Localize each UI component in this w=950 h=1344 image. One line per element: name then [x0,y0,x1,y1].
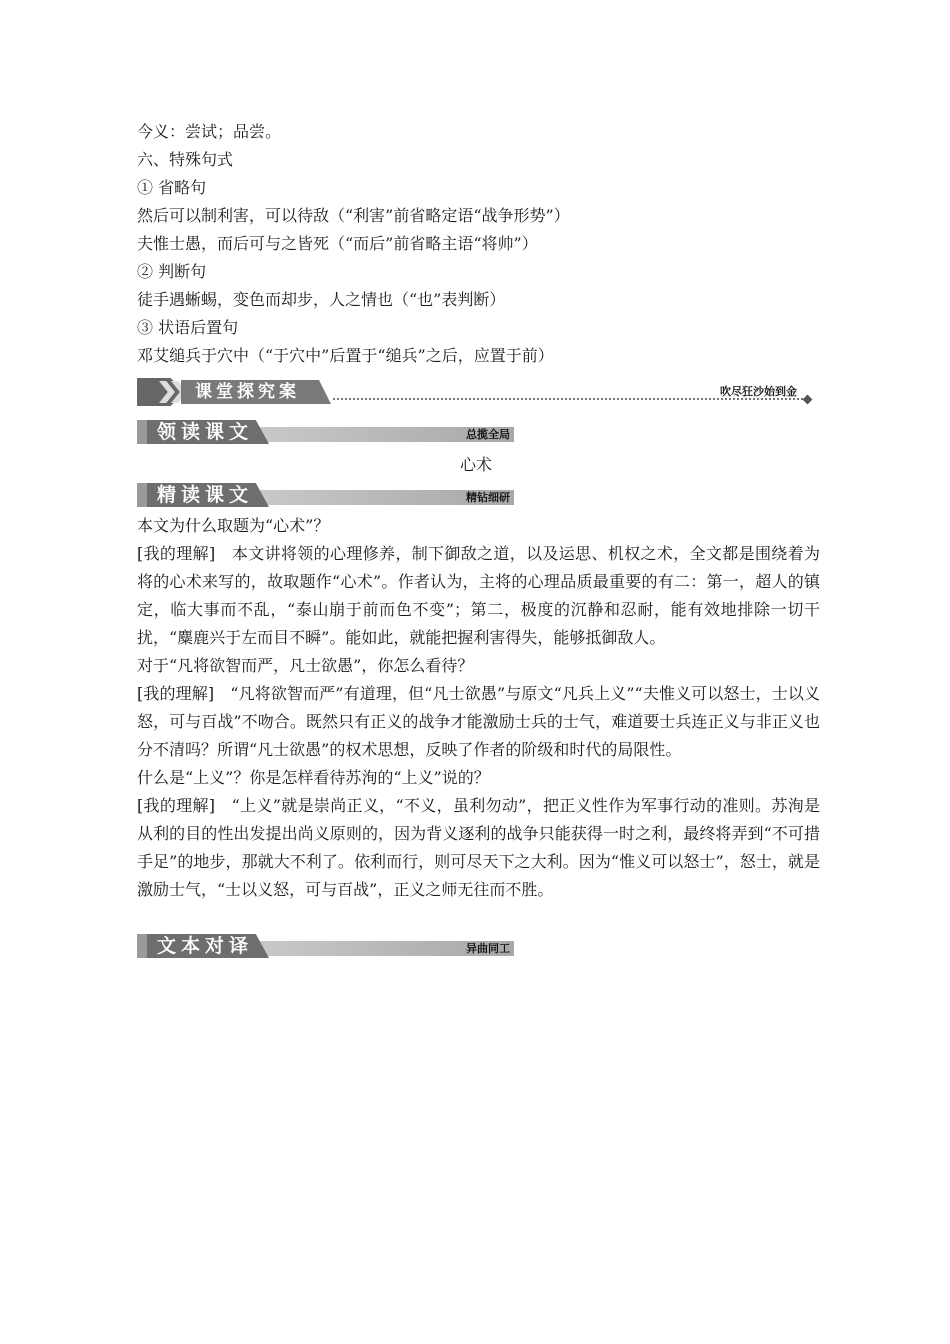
answer-3: [我的理解] “上义”就是崇尚正义，“不义，虽利勿动”，把正义性作为军事行动的准则。苏洵是从利的目的性出发提出尚义原则的，因为背义逐利的战争只能获得一时之利，最终将弄到“不可措手足”的地步，那就大不利了。依利而行，则可尽天下之大利。因为“惟义可以怒士”，怒士，就是激励士气，“士以义怒，可与百战”，正义之师无往而不胜。 [137,796,820,899]
text-line-5: 夫惟士愚，而后可与之皆死（“而后”前省略主语“将帅”） [137,234,538,253]
sub-banner-lingdu [137,420,514,444]
question-2: 对于“凡将欲智而严，凡士欲愚”，你怎么看待？ [137,656,474,675]
answer-1: [我的理解] 本文讲将领的心理修养，制下御敌之道，以及运思、机权之术，全文都是围绕着为将的心术来写的，故取题作“心术”。作者认为，主将的心理品质最重要的有二：第一，超人的镇定，临大事而不乱，“泰山崩于前而色不变”；第二，极度的沉静和忍耐，能有效地排除一切干扰，“麋鹿兴于左而目不瞬”。能如此，就能把握利害得失，能够抵御敌人。 [137,544,820,647]
section-banner-motto: 吹尽狂沙始到金 [720,385,797,398]
sub-banner-jingdu [137,483,514,507]
text-line-9: 邓艾缒兵于穴中（“于穴中”后置于“缒兵”之后，应置于前） [137,346,554,365]
subheading-judgment: ② 判断句 [137,262,207,281]
subheading-adverbial-postposition: ③ 状语后置句 [137,318,239,337]
question-1: 本文为什么取题为“心术”？ [137,516,330,535]
text-title: 心术 [460,455,493,474]
sub-banner-label: 文本对译 [157,935,254,957]
body-text [137,512,820,904]
subheading-omission: ① 省略句 [137,178,207,197]
diamond-icon [803,395,813,405]
text-line-1: 今义：尝试；品尝。 [137,122,282,141]
sub-banner-label: 领读课文 [157,421,254,443]
sub-banner-tag: 总揽全局 [466,428,510,441]
sub-banner-duiyi [137,934,514,958]
text-line-4: 然后可以制利害，可以待敌（“利害”前省略定语“战争形势”） [137,206,570,225]
section-banner [137,378,817,406]
question-3: 什么是“上义”？你是怎样看待苏洵的“上义”说的？ [137,768,490,787]
section-heading-special-sentences: 六、特殊句式 [137,150,234,169]
text-line-7: 徒手遇蜥蜴，变色而却步，人之情也（“也”表判断） [137,290,506,309]
sub-banner-tag: 精钻细研 [466,491,510,504]
banner-tab-edge [137,420,147,444]
sub-banner-label: 精读课文 [157,484,254,506]
banner-tab-edge [137,483,147,507]
answer-2: [我的理解] “凡将欲智而严”有道理，但“凡士欲愚”与原文“凡兵上义”“夫惟义可以怒士，士以义怒，可与百战”不吻合。既然只有正义的战争才能激励士兵的士气，难道要士兵连正义与非正义也分不清吗？所谓“凡士欲愚”的权术思想，反映了作者的阶级和时代的局限性。 [137,684,820,759]
sub-banner-tag: 异曲同工 [466,942,510,955]
banner-tab-edge [137,934,147,958]
section-banner-title: 课堂探究案 [195,382,300,402]
